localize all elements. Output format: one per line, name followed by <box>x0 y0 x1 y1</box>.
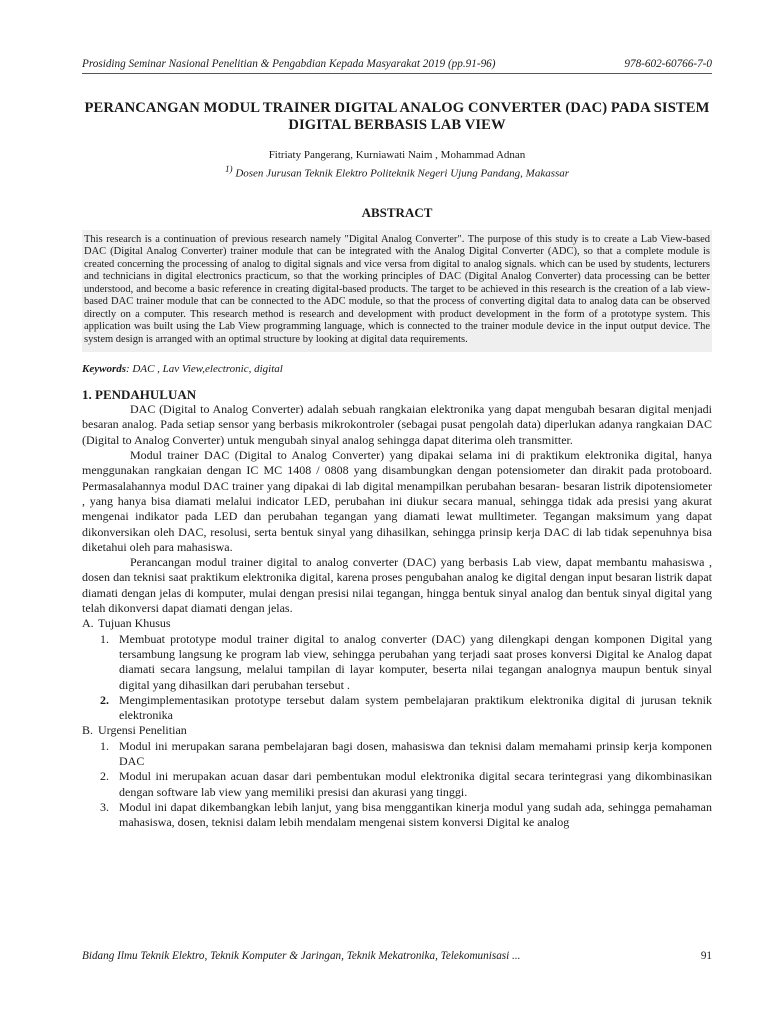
body-paragraph: Modul trainer DAC (Digital to Analog Converter) yang dipakai selama ini di praktikum elektronika digital, hanya menggunakan rangkaian dengan IC MC 1408 / 0808 yang disambungkan dengan potensiometer dan dirakit pada protoboard. Permasalahannya modul DAC trainer yang dipakai di lab digital menampilkan perubahan besaran- besaran listrik dipotensiometer , yang hanya bisa diamati melalui indicator LED, perubahan ini diukur secara manual, sehingga tidak ada presisi yang akurat mengenai indikator pada LED dan perubahan tegangan yang diamati lewat mulltimeter. Tegangan maksimum yang dapat dikonversikan oleh DAC, resolusi, serta bentuk sinyal yang dihasilkan, sehingga prinsip kerja DAC di lab tidak sepenuhnya bisa diketahui oleh para mahasiswa. <box>82 448 712 554</box>
author-list: Fitriaty Pangerang, Kurniawati Naim , Mohammad Adnan <box>268 149 526 161</box>
list-number: 2. <box>100 692 109 707</box>
list-item <box>82 739 712 770</box>
list-item-text: Modul ini dapat dikembangkan lebih lanjut, yang bisa menggantikan kinerja modul yang sudah ada, sehingga pemahaman mahasiswa, dosen, teknisi dalam lebih mendalam mengenai sistem konversi Digital ke analog <box>119 799 712 830</box>
body-paragraph: Perancangan modul trainer digital to analog converter (DAC) yang berbasis Lab view, dapat membantu mahasiswa , dosen dan teknisi saat praktikum elektronika digital, karena proses pengubahan analog ke digital dengan input besaran listrik dapat diamati dengan jelas di komputer, mulai dengan presisi nilai tegangan, hingga bentuk sinyal analog dan bentuk sinyal digital yang telah dikonversi dapat diamati dengan jelas. <box>82 555 712 616</box>
running-head <box>82 58 712 74</box>
paper-title: PERANCANGAN MODUL TRAINER DIGITAL ANALOG CONVERTER (DAC) PADA SISTEM DIGITAL BERBASIS LAB VIEW <box>84 100 710 133</box>
numbered-list <box>82 739 712 831</box>
running-head-citation: Prosiding Seminar Nasional Penelitian & Pengabdian Kepada Masyarakat 2019 (pp.91-96) <box>82 58 496 70</box>
list-item-text: Modul ini merupakan sarana pembelajaran bagi dosen, mahasiswa dan teknisi dalam memahami prinsip kerja komponen DAC <box>119 738 712 768</box>
list-item <box>82 769 712 800</box>
affiliation-mark: 1) <box>224 164 233 174</box>
list-item <box>82 693 712 724</box>
numbered-list <box>82 632 712 724</box>
list-number: 1. <box>100 631 109 646</box>
list-item-text: Modul ini merupakan acuan dasar dari pembentukan modul elektronika digital secara terintegrasi yang dikombinasikan dengan software lab view yang memiliki presisi dan akurasi yang tinggi. <box>119 769 712 799</box>
list-item <box>82 800 712 831</box>
page-number: 91 <box>700 950 712 962</box>
affiliation <box>82 162 712 181</box>
body-paragraph: DAC (Digital to Analog Converter) adalah sebuah rangkaian elektronika yang dapat mengubah besaran digital menjadi besaran analog. Pada setiap sensor yang berbasis mikrokontroler (sebagai pusat pengolah data) diperlukan adanya rangkaian DAC (Digital to Analog Converter) untuk mengubah sinyal analog sehingga dapat diterima oleh transmitter. <box>82 402 712 447</box>
running-head-isbn: 978-602-60766-7-0 <box>624 58 712 70</box>
list-item-text: Mengimplementasikan prototype tersebut dalam system pembelajaran praktikum elektronika digital di jurusan teknik elektronika <box>119 692 712 723</box>
subsection-letter: A. <box>82 616 94 631</box>
keywords-label: Keywords <box>82 363 126 376</box>
keywords-value: : DAC , Lav View,electronic, digital <box>126 363 283 376</box>
list-number: 1. <box>100 738 109 753</box>
subsection-letter: B. <box>82 723 94 738</box>
affiliation-text: Dosen Jurusan Teknik Elektro Politeknik Negeri Ujung Pandang, Makassar <box>232 167 570 180</box>
abstract-body: This research is a continuation of previous research namely "Digital Analog Converter". The purpose of this study is to create a Lab View-based DAC (Digital Analog Converter) trainer module that can be integrated with the Analog Digital Converter (ADC), so that a complete module is created concerning the processing of analog to digital signals and vice versa from digital to analog signals. which can be used by students, lecturers and technicians in digital electronics practicum, so that the working principles of DAC (Digital Analog Converter) data processing can be better understood, and become a basic reference in creating digital-based products. The target to be achieved in this research is the creation of a lab view-based DAC trainer module that can be connected to the ADC module, so that the process of converting digital data to analog data can be observed directly on a computer. This research method is research and development with product development in the form of a prototype system. This application was built using the Lab View programming language, which is connected to the trainer module device in the input output device. The system design is arranged with an optimal structure by looking at digital data requirements. <box>82 230 712 353</box>
keywords <box>82 363 712 375</box>
page-footer <box>82 950 712 962</box>
abstract-heading: ABSTRACT <box>361 204 433 220</box>
list-number: 3. <box>100 799 109 814</box>
list-number: 2. <box>100 769 109 784</box>
subsection-heading <box>82 616 712 631</box>
list-item <box>82 632 712 693</box>
section-heading: 1. PENDAHULUAN <box>82 387 197 403</box>
subsection-label: Tujuan Khusus <box>98 616 171 631</box>
list-item-text: Membuat prototype modul trainer digital to analog converter (DAC) yang dilengkapi dengan komponen Digital yang tersambung langsung ke program lab view, sehingga perubahan yang terjadi saat proses konversi Digital ke Analog dapat diamati secara langsung, melalui tampilan di layar komputer, beserta nilai tegangan analognya maupun bentuk sinyal digital yang dihasilkan dari perubahan tersebut . <box>119 631 712 692</box>
footer-field-text: Bidang Ilmu Teknik Elektro, Teknik Komputer & Jaringan, Teknik Mekatronika, Telekomunisasi ... <box>82 950 521 962</box>
subsection-label: Urgensi Penelitian <box>98 723 187 738</box>
subsection-heading <box>82 723 712 738</box>
